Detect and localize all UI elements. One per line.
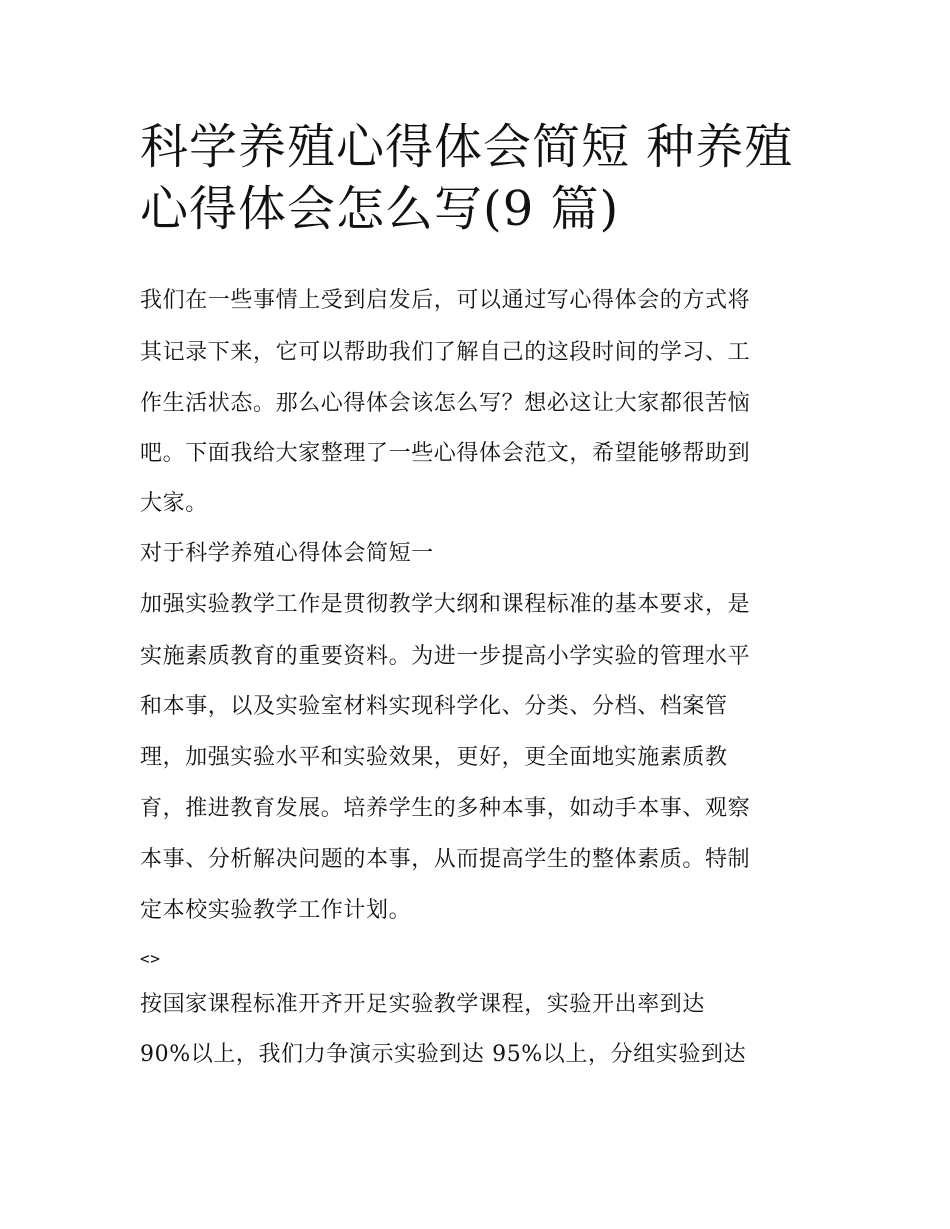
tail-line: 90%以上，我们力争演示实验到达 95%以上，分组实验到达 bbox=[140, 1042, 747, 1067]
body-line: 理，加强实验水平和实验效果，更好，更全面地实施素质教 bbox=[140, 745, 728, 770]
intro-line: 我们在一些事情上受到启发后，可以通过写心得体会的方式将 bbox=[140, 288, 751, 313]
intro-line: 作生活状态。那么心得体会该怎么写？想必这让大家都很苦恼 bbox=[140, 391, 751, 416]
section-marker: <> bbox=[140, 949, 161, 968]
body-line: 和本事，以及实验室材料实现科学化、分类、分档、档案管 bbox=[140, 694, 728, 719]
intro-line: 其记录下来，它可以帮助我们了解自己的这段时间的学习、工 bbox=[140, 340, 751, 365]
body-line: 本事、分析解决问题的本事，从而提高学生的整体素质。特制 bbox=[140, 847, 751, 872]
title-line-2: 心得体会怎么写(9 篇) bbox=[140, 181, 620, 237]
document-title bbox=[140, 116, 820, 240]
intro-line: 大家。 bbox=[140, 491, 208, 516]
tail-line: 按国家课程标准开齐开足实验教学课程，实验开出率到达 bbox=[140, 992, 706, 1017]
body-line: 加强实验教学工作是贯彻教学大纲和课程标准的基本要求，是 bbox=[140, 592, 751, 617]
body-line: 育，推进教育发展。培养学生的多种本事，如动手本事、观察 bbox=[140, 796, 751, 821]
section-heading: 对于科学养殖心得体会简短一 bbox=[140, 541, 434, 566]
intro-line: 吧。下面我给大家整理了一些心得体会范文，希望能够帮助到 bbox=[140, 441, 751, 466]
title-line-1: 科学养殖心得体会简短 种养殖 bbox=[140, 119, 794, 175]
body-line: 实施素质教育的重要资料。为进一步提高小学实验的管理水平 bbox=[140, 644, 751, 669]
body-line: 定本校实验教学工作计划。 bbox=[140, 898, 412, 923]
